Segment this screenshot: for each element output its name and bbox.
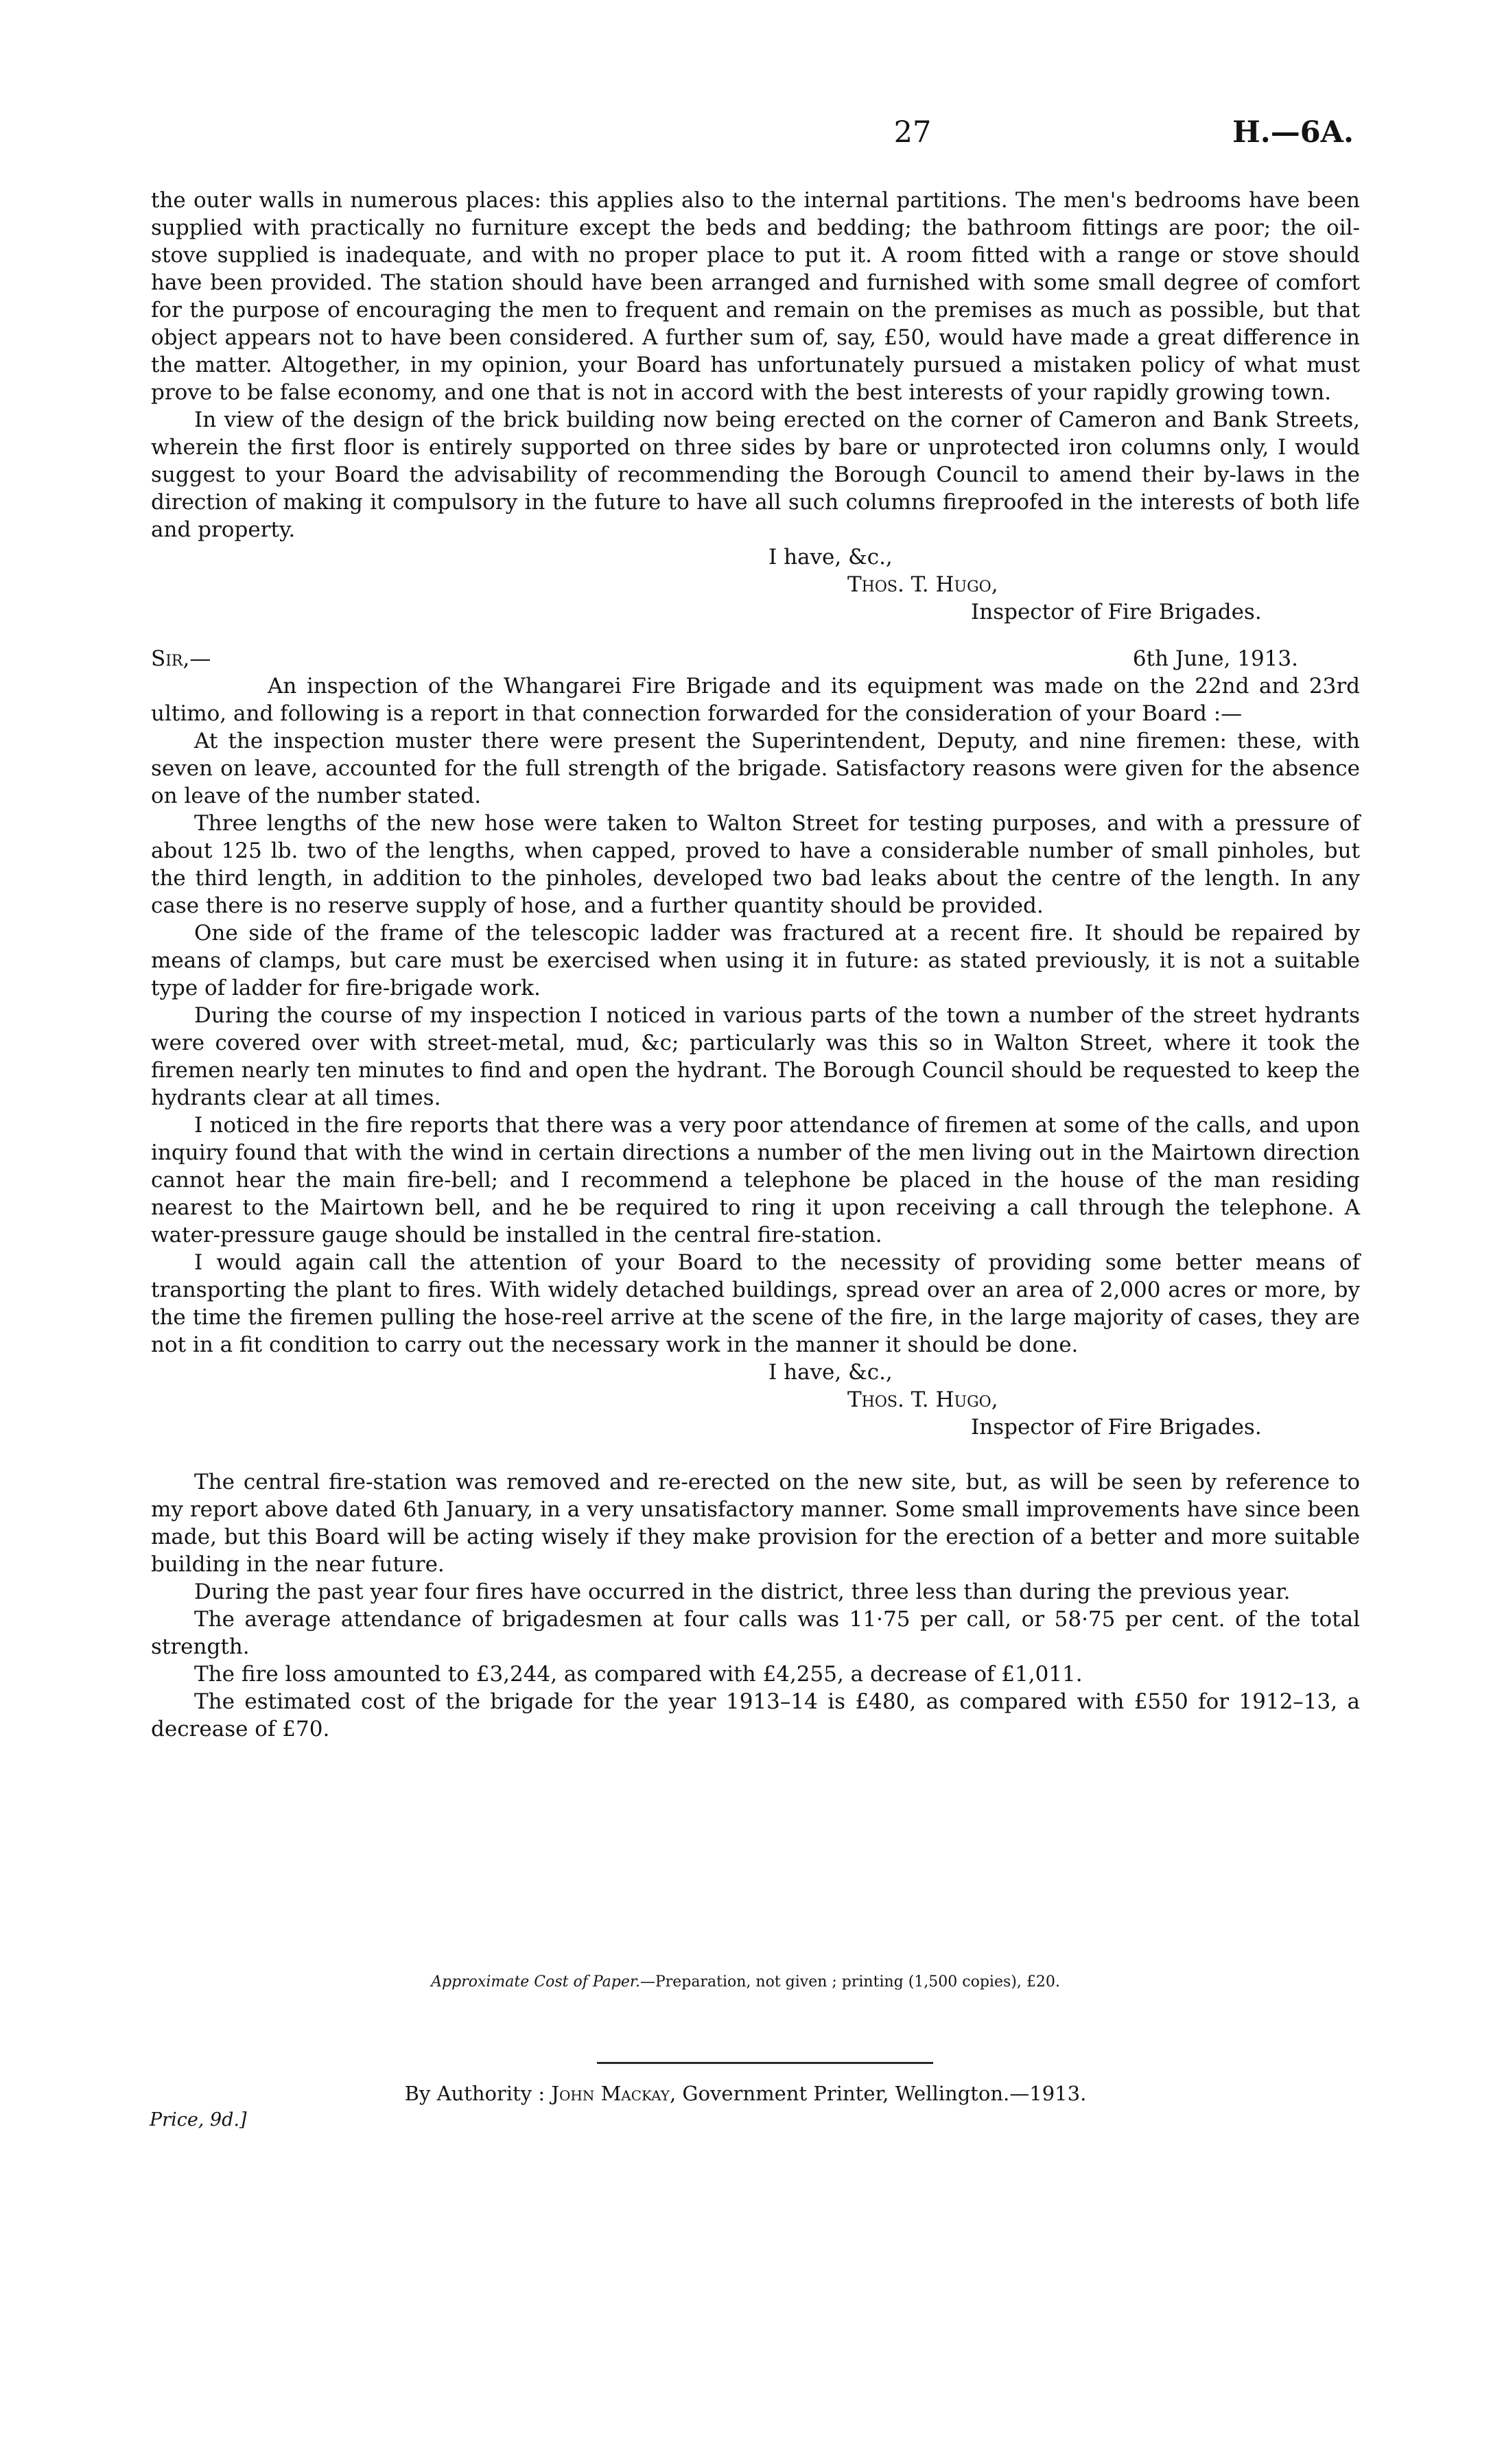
authority-suffix: Government Printer, Wellington.—1913. (682, 2082, 1087, 2105)
letter-continuation (151, 187, 1360, 626)
paragraph: The estimated cost of the brigade for the year 1913–14 is £480, as compared with £550 for 1912–13, a decrease of £70. (151, 1689, 1360, 1741)
cost-label: Approximate Cost of Paper. (431, 1973, 640, 1991)
printer-name: John Mackay, (551, 2082, 677, 2105)
paragraph: The fire loss amounted to £3,244, as compared with £4,255, a decrease of £1,011. (194, 1662, 1083, 1687)
salutation: Sir,— (151, 646, 211, 671)
paragraph: During the course of my inspection I noticed in various parts of the town a number of the street hydrants were covered over with street-metal, mud, &c; particularly was this so in Walton Street, where it took the firemen nearly ten minutes to find and open the hydrant. The Borough Council should be requested to keep the hydrants clear at all times. (151, 1003, 1360, 1110)
paragraph: During the past year four fires have occurred in the district, three less than during the previous year. (194, 1580, 1291, 1604)
section-gap (151, 1441, 1360, 1468)
paragraph: One side of the frame of the telescopic ladder was fractured at a recent fire. It should be repaired by means of clamps, but care must be exercised when using it in future: as stated previously, it is not a suitable type of ladder for fire-brigade work. (151, 921, 1360, 1000)
document-reference: H.—6A. (1232, 115, 1354, 150)
paragraph: The average attendance of brigadesmen at four calls was 11·75 per call, or 58·75 per cent. of the total strength. (151, 1607, 1360, 1659)
signer-title: Inspector of Fire Brigades. (971, 600, 1262, 624)
letter-date: 6th June, 1913. (1132, 646, 1298, 671)
paragraph: the outer walls in numerous places: this applies also to the internal partitions. The men's bedrooms have been supplied with practically no furniture except the beds and bedding; the bathroom fittings are poor; the oil-stove supplied is inadequate, and with no proper place to put it. A room fitted with a range or stove should have been provided. The station should have been arranged and furnished with some small degree of comfort for the purpose of encouraging the men to frequent and remain on the premises as much as possible, but that object appears not to have been considered. A further sum of, say, £50, would have made a great difference in the matter. Altogether, in my opinion, your Board has unfortunately pursued a mistaken policy of what must prove to be false economy, and one that is not in accord with the best interests of your rapidly growing town. (151, 188, 1360, 405)
letter-whangarei (151, 645, 1360, 1441)
price: Price, 9d.] (150, 2109, 247, 2131)
signoff: I have, &c., (768, 1360, 893, 1385)
summary-section (151, 1468, 1360, 1743)
paragraph: I would again call the attention of your Board to the necessity of providing some better means of transporting the plant to fires. With widely detached buildings, spread over an area of 2,000 acres or more, by the time the firemen pulling the hose-reel arrive at the scene of the fire, in the large majority of cases, they are not in a fit condition to carry out the necessary work in the manner it should be done. (151, 1250, 1360, 1357)
page-number: 27 (893, 115, 932, 150)
signoff: I have, &c., (768, 545, 893, 570)
document-body (151, 187, 1360, 1743)
cost-text: —Preparation, not given ; printing (1,500 copies), £20. (639, 1973, 1060, 1991)
printer-authority (0, 2082, 1491, 2105)
paragraph: I noticed in the fire reports that there was a very poor attendance of firemen at some of the calls, and upon inquiry found that with the wind in certain directions a number of the men living out in the Mairtown direction cannot hear the main fire-bell; and I recommend a telephone be placed in the house of the man residing nearest to the Mairtown bell, and he be required to ring it upon receiving a call through the telephone. A water-pressure gauge should be installed in the central fire-station. (151, 1113, 1360, 1247)
paragraph: An inspection of the Whangarei Fire Brigade and its equipment was made on the 22nd and 23rd ultimo, and following is a report in that connection forwarded for the consideration of your Board :— (151, 674, 1360, 726)
signer-name: Thos. T. Hugo, (847, 1387, 998, 1412)
signer-title: Inspector of Fire Brigades. (971, 1415, 1262, 1440)
salutation-row (151, 645, 1360, 672)
paragraph: The central fire-station was removed and re-erected on the new site, but, as will be seen by reference to my report above dated 6th January, in a very unsatisfactory manner. Some small improvements have since been made, but this Board will be acting wisely if they make provision for the erection of a better and more suitable building in the near future. (151, 1470, 1360, 1577)
signer-name: Thos. T. Hugo, (847, 572, 998, 597)
footer-rule (597, 2062, 933, 2064)
paragraph: At the inspection muster there were present the Superintendent, Deputy, and nine firemen: these, with seven on leave, accounted for the full strength of the brigade. Satisfactory reasons were given for the absence on leave of the number stated. (151, 729, 1360, 808)
authority-prefix: By Authority : (404, 2082, 545, 2105)
paragraph: In view of the design of the brick building now being erected on the corner of Cameron and Bank Streets, wherein the first floor is entirely supported on three sides by bare or unprotected iron columns only, I would suggest to your Board the advisability of recommending the Borough Council to amend their by-laws in the direction of making it compulsory in the future to have all such columns fireproofed in the interests of both life and property. (151, 408, 1360, 542)
page-header (151, 115, 1354, 156)
cost-of-paper-note (0, 1973, 1491, 1991)
paragraph: Three lengths of the new hose were taken to Walton Street for testing purposes, and with a pressure of about 125 lb. two of the lengths, when capped, proved to have a considerable number of small pinholes, but the third length, in addition to the pinholes, developed two bad leaks about the centre of the length. In any case there is no reserve supply of hose, and a further quantity should be provided. (151, 811, 1360, 918)
